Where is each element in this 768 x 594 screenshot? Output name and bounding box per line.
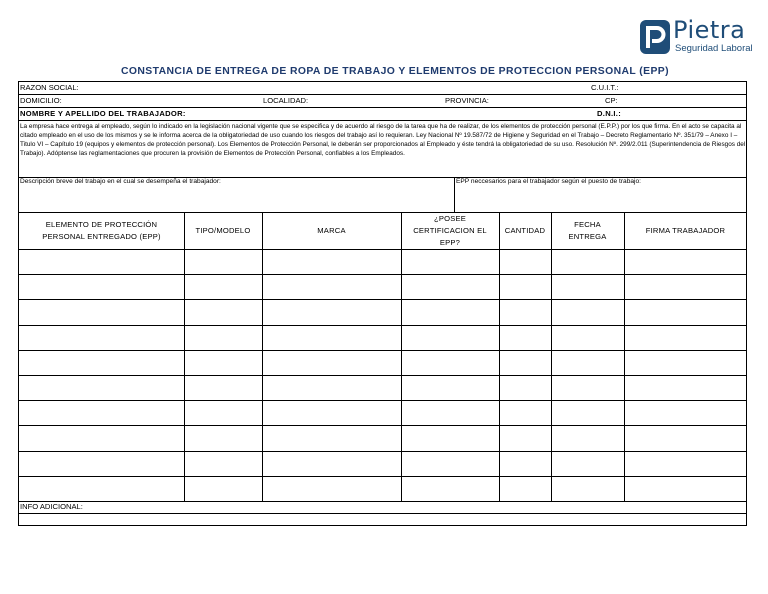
table-cell[interactable] [552, 275, 624, 298]
table-cell[interactable] [263, 452, 401, 475]
table-cell[interactable] [263, 401, 401, 424]
table-cell[interactable] [402, 426, 499, 449]
column-header: FECHA ENTREGA [568, 219, 607, 241]
localidad-label: LOCALIDAD: [263, 96, 309, 105]
table-cell[interactable] [185, 300, 262, 323]
table-cell[interactable] [500, 452, 551, 475]
domicilio-label: DOMICILIO: [20, 96, 62, 105]
logo [640, 18, 762, 58]
table-cell[interactable] [625, 477, 747, 500]
table-cell[interactable] [263, 300, 401, 323]
table-cell[interactable] [20, 351, 184, 374]
provincia-label: PROVINCIA: [445, 96, 489, 105]
table-cell[interactable] [20, 477, 184, 500]
table-cell[interactable] [552, 426, 624, 449]
table-cell[interactable] [500, 401, 551, 424]
table-cell[interactable] [500, 426, 551, 449]
table-cell[interactable] [20, 452, 184, 475]
table-cell[interactable] [625, 326, 747, 349]
table-cell[interactable] [185, 477, 262, 500]
table-cell[interactable] [625, 452, 747, 475]
table-cell[interactable] [402, 250, 499, 273]
table-cell[interactable] [20, 376, 184, 399]
table-cell[interactable] [402, 401, 499, 424]
table-cell[interactable] [625, 426, 747, 449]
epp-form [18, 81, 747, 526]
table-cell[interactable] [20, 326, 184, 349]
table-cell[interactable] [552, 300, 624, 323]
pietra-logo-icon [640, 20, 670, 54]
table-cell[interactable] [185, 426, 262, 449]
table-cell[interactable] [625, 401, 747, 424]
table-cell[interactable] [500, 326, 551, 349]
table-cell[interactable] [402, 300, 499, 323]
table-cell[interactable] [500, 477, 551, 500]
column-header: TIPO/MODELO [195, 225, 251, 235]
table-cell[interactable] [185, 275, 262, 298]
table-cell[interactable] [500, 250, 551, 273]
table-cell[interactable] [402, 477, 499, 500]
info-adicional-label: INFO ADICIONAL: [20, 502, 83, 511]
table-cell[interactable] [625, 376, 747, 399]
table-cell[interactable] [552, 376, 624, 399]
cuit-label: C.U.I.T.: [591, 83, 619, 92]
table-cell[interactable] [263, 376, 401, 399]
table-cell[interactable] [185, 250, 262, 273]
table-cell[interactable] [552, 401, 624, 424]
descripcion-trabajo-label: Descripción breve del trabajo en el cual se desempeña el trabajador: [20, 178, 221, 185]
table-cell[interactable] [625, 300, 747, 323]
column-header: ELEMENTO DE PROTECCIÓN PERSONAL ENTREGADO (EPP) [42, 219, 161, 241]
table-cell[interactable] [625, 351, 747, 374]
table-cell[interactable] [20, 401, 184, 424]
table-cell[interactable] [263, 275, 401, 298]
table-cell[interactable] [402, 376, 499, 399]
table-cell[interactable] [20, 426, 184, 449]
column-header: ¿POSEE CERTIFICACION EL EPP? [413, 213, 487, 247]
table-cell[interactable] [500, 275, 551, 298]
table-cell[interactable] [500, 300, 551, 323]
table-cell[interactable] [625, 250, 747, 273]
table-cell[interactable] [20, 275, 184, 298]
column-header: MARCA [317, 225, 346, 235]
logo-subtitle: Seguridad Laboral [675, 43, 753, 54]
table-cell[interactable] [625, 275, 747, 298]
table-cell[interactable] [263, 250, 401, 273]
table-cell[interactable] [185, 326, 262, 349]
column-header: FIRMA TRABAJADOR [645, 225, 726, 235]
legal-paragraph: La empresa hace entrega al empleado, según lo indicado en la legislación nacional vigente que se especifica y de acuerdo al riesgo de la tarea que ha de realizar, de los elementos de protección personal (E.P.P.) por los que firma. En el acto se capacita al citado empleado en el uso de los mismos y se le informa acerca de la obligatoriedad de uso cuando los riesgos del trabajo así lo requieran. Ley Nacional Nº 19.587/72 de Higiene y Seguridad en el Trabajo – Decreto Reglamentario Nº. 351/79 – Anexo I – Titulo VI – Capítulo 19 (equipos y elementos de protección personal). Los Elementos de Protección Personal, le deberán ser proporcionados al Empleado y éste tendrá la obligatoriedad de su uso. Resolución Nº. 299/2.011 (Superintendencia de Riesgos del Trabajo). Adóptense las reglamentaciones que procuren la provisión de Elementos de Protección Personal, confiables a los Empleados. [20, 123, 746, 158]
table-cell[interactable] [185, 401, 262, 424]
logo-name: Pietra [673, 16, 746, 44]
cp-label: CP: [605, 96, 618, 105]
page-title: CONSTANCIA DE ENTREGA DE ROPA DE TRABAJO Y ELEMENTOS DE PROTECCION PERSONAL (EPP) [121, 66, 669, 77]
column-header: CANTIDAD [504, 225, 546, 235]
table-cell[interactable] [500, 376, 551, 399]
table-cell[interactable] [20, 250, 184, 273]
table-cell[interactable] [185, 452, 262, 475]
table-cell[interactable] [263, 477, 401, 500]
table-cell[interactable] [552, 250, 624, 273]
table-cell[interactable] [552, 452, 624, 475]
table-cell[interactable] [552, 351, 624, 374]
table-cell[interactable] [402, 351, 499, 374]
nombre-trabajador-label: NOMBRE Y APELLIDO DEL TRABAJADOR: [20, 109, 186, 118]
table-cell[interactable] [185, 351, 262, 374]
table-cell[interactable] [500, 351, 551, 374]
table-cell[interactable] [402, 275, 499, 298]
table-cell[interactable] [402, 326, 499, 349]
dni-label: D.N.I.: [597, 109, 622, 118]
table-cell[interactable] [402, 452, 499, 475]
row-divider [19, 501, 746, 502]
razon-social-label: RAZON SOCIAL: [20, 83, 79, 92]
epp-necesarios-label: EPP neccesarios para el trabajador según el puesto de trabajo: [456, 178, 641, 185]
table-cell[interactable] [552, 477, 624, 500]
table-cell[interactable] [263, 351, 401, 374]
table-cell[interactable] [20, 300, 184, 323]
table-cell[interactable] [263, 326, 401, 349]
table-cell[interactable] [552, 326, 624, 349]
table-cell[interactable] [185, 376, 262, 399]
table-cell[interactable] [263, 426, 401, 449]
